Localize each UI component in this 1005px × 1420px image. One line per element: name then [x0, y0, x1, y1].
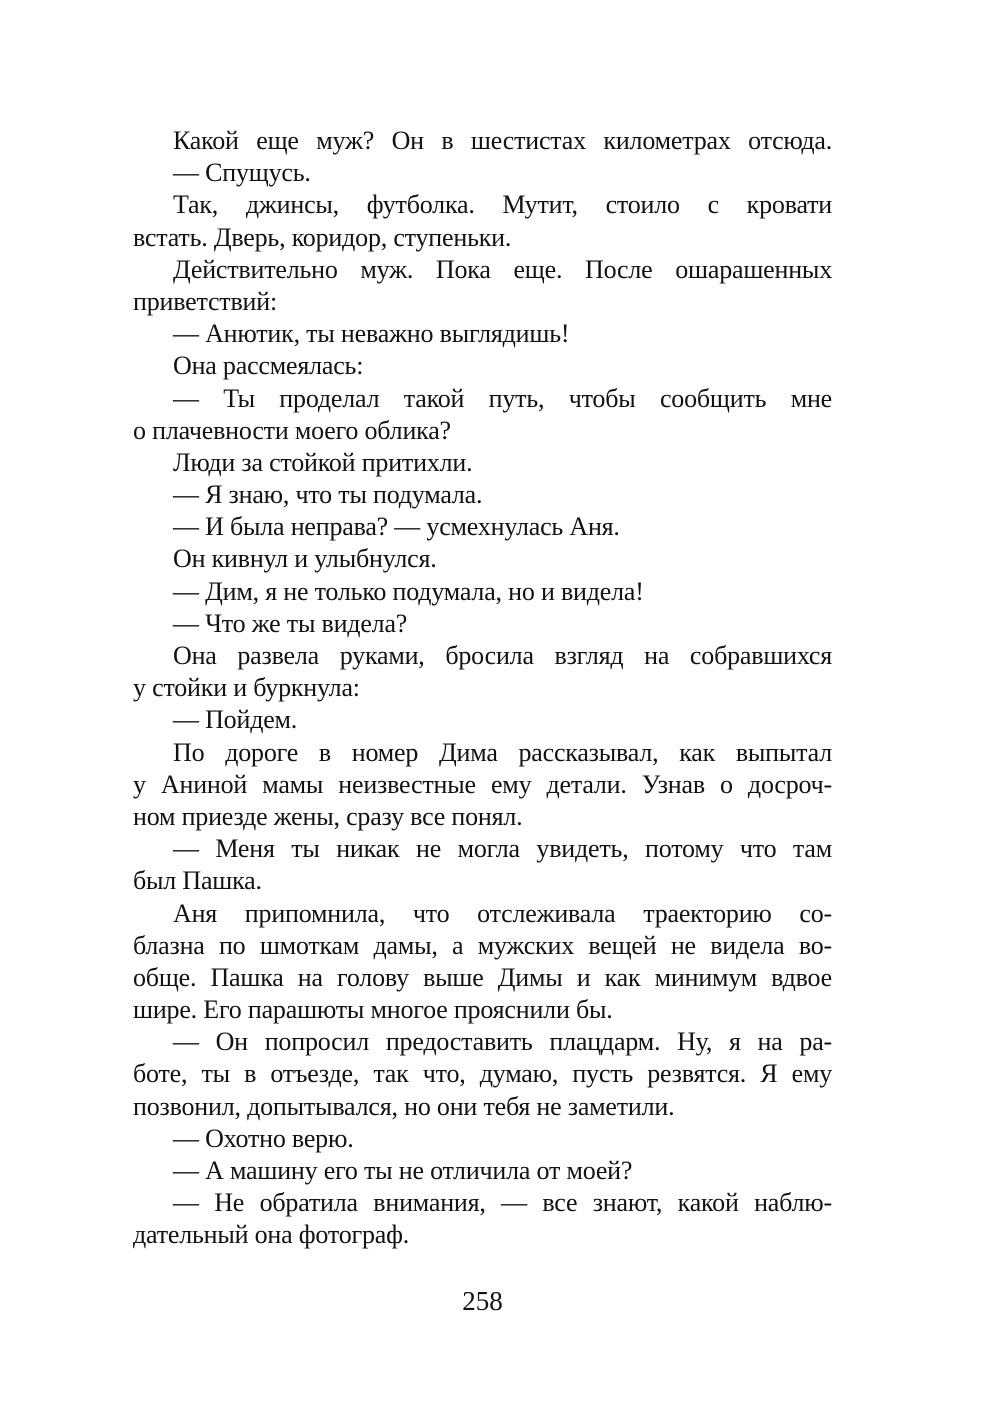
text-block [133, 125, 832, 1252]
text-line: позвонил, допытывался, но они тебя не заметили. [133, 1091, 675, 1121]
text-line: блазна по шмоткам дамы, а мужских вещей не видела во- [133, 930, 832, 960]
text-line: Аня припомнила, что отслеживала траекторию со- [173, 898, 832, 928]
text-line: Она рассмеялась: [173, 351, 364, 381]
text-line: шире. Его парашюты многое прояснили бы. [133, 995, 613, 1025]
text-line: — Охотно верю. [173, 1123, 354, 1153]
page-number: 258 [462, 1286, 503, 1316]
text-line: — Он попросил предоставить плацдарм. Ну, я на ра- [173, 1027, 832, 1057]
text-line: — Меня ты никак не могла увидеть, потому что там [173, 834, 832, 864]
text-line: дательный она фотограф. [133, 1220, 410, 1250]
text-line: о плачевности моего облика? [133, 415, 451, 445]
text-line: — Не обратила внимания, — все знают, какой наблю- [173, 1188, 832, 1218]
text-line: Он кивнул и улыбнулся. [173, 544, 437, 574]
text-line: у Аниной мамы неизвестные ему детали. Узнав о досроч- [133, 769, 832, 799]
text-line: — А машину его ты не отличила от моей? [173, 1156, 633, 1185]
text-line: встать. Дверь, коридор, ступеньки. [133, 222, 512, 252]
text-line: Она развела руками, бросила взгляд на собравшихся [173, 641, 832, 670]
text-line: — Я знаю, что ты подумала. [173, 480, 483, 510]
text-line: у стойки и буркнула: [133, 673, 360, 703]
text-line: был Пашка. [133, 866, 262, 896]
text-line: — Спущусь. [173, 158, 311, 188]
text-line: Действительно муж. Пока еще. После ошарашенных [173, 254, 832, 284]
text-line: — Дим, я не только подумала, но и видела! [173, 576, 644, 606]
text-line: обще. Пашка на голову выше Димы и как минимум вдвое [133, 962, 832, 992]
text-line: боте, ты в отъезде, так что, думаю, пусть резвятся. Я ему [133, 1059, 832, 1089]
text-line: — И была неправа? — усмехнулась Аня. [173, 512, 620, 542]
text-line: — Пойдем. [173, 705, 298, 735]
text-line: — Что же ты видела? [173, 608, 408, 638]
text-line: ном приезде жены, сразу все понял. [133, 801, 523, 831]
text-line: Какой еще муж? Он в шестистах километрах отсюда. [173, 126, 832, 155]
text-line: приветствий: [133, 286, 278, 316]
text-line: — Анютик, ты неважно выглядишь! [173, 319, 570, 349]
text-line: Так, джинсы, футболка. Мутит, стоило с кровати [173, 190, 832, 220]
text-line: По дороге в номер Дима рассказывал, как выпытал [173, 737, 832, 767]
text-line: Люди за стойкой притихли. [173, 447, 473, 477]
text-line: — Ты проделал такой путь, чтобы сообщить мне [173, 383, 832, 413]
